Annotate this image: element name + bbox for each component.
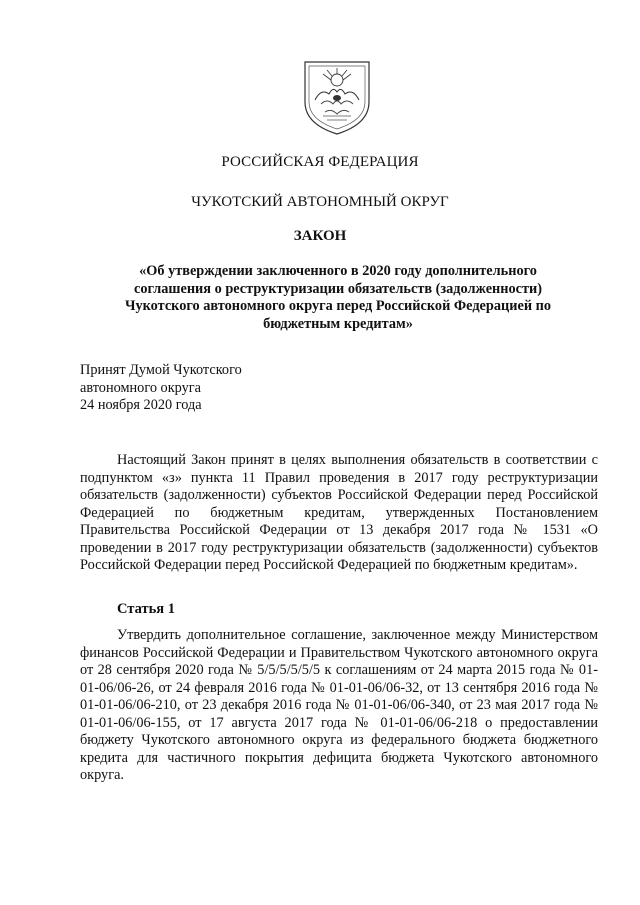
adoption-note: [80, 362, 242, 415]
region-heading: ЧУКОТСКИЙ АВТОНОМНЫЙ ОКРУГ: [191, 194, 449, 210]
coat-of-arms-icon: [301, 58, 373, 136]
article-body: Утвердить дополнительное соглашение, заключенное между Министерством финансов Российской Федерации и Правительством Чукотского автономного округа от 28 сентября 2020 года № 5/5/5/5/5/5 к соглашениям от 24 марта 2015 года № 01-01-06/06-26, от 24 февраля 2016 года № 01-01-06/06-32, от 13 сентября 2016 года № 01-01-06/06-210, от 23 декабря 2016 года № 01-01-06/06-340, от 23 мая 2017 года № 01-01-06/06-155, от 17 августа 2017 года № 01-01-06/06-218 о предоставлении бюджету Чукотского автономного округа из федерального бюджета бюджетного кредита для частичного покрытия дефицита бюджета Чукотского автономного округа.: [80, 627, 598, 783]
preamble-paragraph: Настоящий Закон принят в целях выполнения обязательств в соответствии с подпунктом «з» пункта 11 Правил проведения в 2017 году реструктуризации обязательств (задолженности) субъектов Российской Федерации перед Российской Федерацией по бюджетным кредитам, утвержденных Постановлением Правительства Российской Федерации от 13 декабря 2017 года № 1531 «О проведении в 2017 году реструктуризации обязательств (задолженности) субъектов Российской Федерации перед Российской Федерацией по бюджетным кредитам».: [80, 452, 598, 573]
law-title: «Об утверждении заключенного в 2020 году дополнительного соглашения о реструктуризации обязательств (задолженности) Чукотского автономного округа перед Российской Федерацией по бюджетным кредитам»: [124, 263, 552, 332]
adoption-line: автономного округа: [80, 379, 201, 396]
adoption-date: 24 ноября 2020 года: [80, 397, 202, 413]
adoption-line: Принят Думой Чукотского: [80, 362, 242, 378]
document-type-heading: ЗАКОН: [293, 228, 347, 244]
article-heading: Статья 1: [117, 601, 175, 617]
country-heading: РОССИЙСКАЯ ФЕДЕРАЦИЯ: [221, 154, 419, 170]
